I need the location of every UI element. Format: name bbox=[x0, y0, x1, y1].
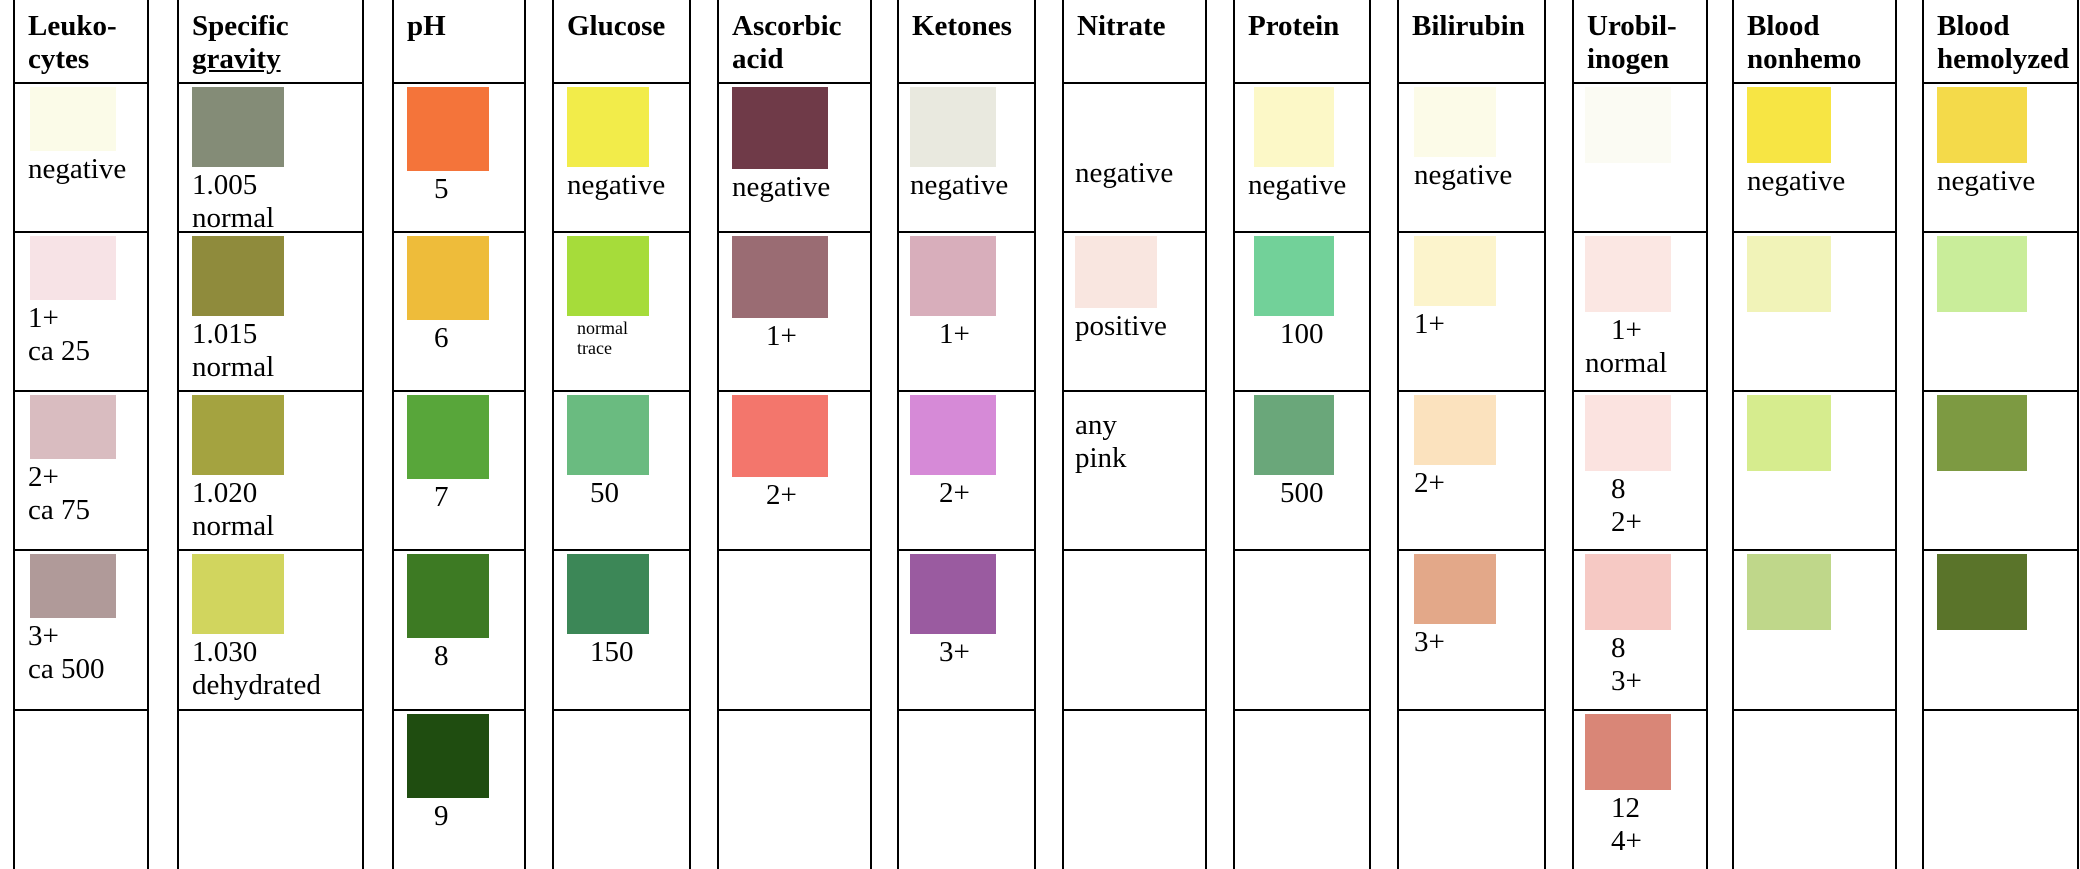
table-vertical-rule bbox=[1572, 0, 1574, 869]
column-header-glucose bbox=[567, 10, 665, 43]
column-header-line: nonhemo bbox=[1747, 43, 1862, 75]
cell-label bbox=[1280, 318, 1324, 351]
table-vertical-rule bbox=[1205, 0, 1207, 869]
cell-label bbox=[1075, 310, 1167, 343]
cell-label-line: 3+ bbox=[939, 636, 970, 668]
cell-label bbox=[1248, 169, 1346, 202]
table-vertical-rule bbox=[177, 0, 179, 869]
cell-label-line: 1+ bbox=[939, 318, 970, 350]
table-horizontal-rule bbox=[1733, 549, 1896, 551]
table-horizontal-rule bbox=[1234, 709, 1370, 711]
color-swatch bbox=[910, 87, 996, 167]
table-horizontal-rule bbox=[393, 549, 525, 551]
table-horizontal-rule bbox=[553, 390, 690, 392]
color-swatch bbox=[1585, 554, 1671, 630]
color-swatch bbox=[910, 236, 996, 316]
color-swatch bbox=[192, 395, 284, 475]
cell-label-line: trace bbox=[577, 338, 612, 358]
cell-label bbox=[1414, 308, 1445, 341]
table-horizontal-rule bbox=[14, 709, 148, 711]
cell-label bbox=[1414, 626, 1445, 659]
cell-label-line: negative bbox=[1248, 169, 1347, 201]
column-header-urobilinogen bbox=[1587, 10, 1677, 76]
table-horizontal-rule bbox=[1234, 549, 1370, 551]
column-header-blood-nonhemo bbox=[1747, 10, 1861, 76]
column-header-specific-gravity bbox=[192, 10, 289, 76]
cell-label-line: normal bbox=[577, 318, 628, 338]
cell-label-line: 3+ bbox=[28, 620, 59, 652]
table-horizontal-rule bbox=[898, 82, 1035, 84]
table-horizontal-rule bbox=[1234, 390, 1370, 392]
color-swatch bbox=[192, 554, 284, 634]
table-horizontal-rule bbox=[393, 390, 525, 392]
table-horizontal-rule bbox=[1923, 231, 2078, 233]
cell-label bbox=[434, 322, 449, 355]
table-horizontal-rule bbox=[553, 82, 690, 84]
cell-label-line: 2+ bbox=[28, 461, 59, 493]
cell-label bbox=[939, 636, 970, 669]
cell-label-line: 3+ bbox=[1414, 626, 1445, 658]
color-swatch bbox=[1585, 236, 1671, 312]
table-horizontal-rule bbox=[393, 231, 525, 233]
color-swatch bbox=[1937, 554, 2027, 630]
table-vertical-rule bbox=[392, 0, 394, 869]
table-horizontal-rule bbox=[898, 709, 1035, 711]
cell-label-line: pink bbox=[1075, 442, 1127, 474]
table-horizontal-rule bbox=[1398, 549, 1545, 551]
color-swatch bbox=[1937, 236, 2027, 312]
cell-label-line: 2+ bbox=[1611, 506, 1642, 538]
cell-label-line: 2+ bbox=[766, 479, 797, 511]
column-header-line: Glucose bbox=[567, 10, 666, 42]
column-header-line: Blood bbox=[1937, 10, 2010, 42]
column-header-bilirubin bbox=[1412, 10, 1525, 43]
table-vertical-rule bbox=[524, 0, 526, 869]
cell-label bbox=[1747, 165, 1845, 198]
cell-label bbox=[28, 302, 90, 368]
cell-label bbox=[192, 636, 321, 702]
table-vertical-rule bbox=[552, 0, 554, 869]
table-horizontal-rule bbox=[1733, 82, 1896, 84]
table-vertical-rule bbox=[1922, 0, 1924, 869]
cell-label-line: negative bbox=[1937, 165, 2036, 197]
table-horizontal-rule bbox=[718, 709, 871, 711]
cell-label-line: dehydrated bbox=[192, 669, 321, 701]
color-swatch bbox=[1937, 395, 2027, 471]
cell-label-line: 1.015 bbox=[192, 318, 258, 350]
cell-label-line: ca 500 bbox=[28, 653, 105, 685]
cell-label-line: 1.020 bbox=[192, 477, 258, 509]
table-horizontal-rule bbox=[1063, 709, 1206, 711]
cell-label bbox=[1611, 632, 1642, 698]
cell-label-line: negative bbox=[1414, 159, 1513, 191]
column-header-line: Ketones bbox=[912, 10, 1012, 42]
column-header-ketones bbox=[912, 10, 1012, 43]
table-horizontal-rule bbox=[1923, 82, 2078, 84]
cell-label bbox=[434, 800, 449, 833]
cell-label-line: normal bbox=[192, 351, 275, 383]
column-header-blood-hemolyzed bbox=[1937, 10, 2069, 76]
cell-label-line: 7 bbox=[434, 481, 449, 513]
color-swatch bbox=[567, 395, 649, 475]
table-vertical-rule bbox=[13, 0, 15, 869]
color-swatch bbox=[732, 395, 828, 477]
table-horizontal-rule bbox=[1398, 390, 1545, 392]
cell-label bbox=[939, 318, 970, 351]
cell-label bbox=[1585, 314, 1667, 380]
table-vertical-rule bbox=[1544, 0, 1546, 869]
table-horizontal-rule bbox=[178, 390, 363, 392]
table-horizontal-rule bbox=[718, 390, 871, 392]
table-horizontal-rule bbox=[14, 390, 148, 392]
color-swatch bbox=[192, 87, 284, 167]
table-horizontal-rule bbox=[1063, 390, 1206, 392]
table-horizontal-rule bbox=[1923, 390, 2078, 392]
cell-label-line: negative bbox=[1747, 165, 1846, 197]
cell-label-line: normal bbox=[192, 510, 275, 542]
color-swatch bbox=[1414, 554, 1496, 624]
color-swatch bbox=[1937, 87, 2027, 163]
table-vertical-rule bbox=[2077, 0, 2079, 869]
cell-label-line: 8 bbox=[434, 640, 449, 672]
color-swatch bbox=[1414, 236, 1496, 306]
cell-label bbox=[1075, 409, 1127, 475]
color-swatch bbox=[407, 236, 489, 320]
cell-label-line: 100 bbox=[1280, 318, 1324, 350]
column-header-line: pH bbox=[407, 10, 446, 42]
column-header-line: Protein bbox=[1248, 10, 1340, 42]
cell-label bbox=[1414, 159, 1512, 192]
table-vertical-rule bbox=[1732, 0, 1734, 869]
color-swatch bbox=[1747, 554, 1831, 630]
cell-label bbox=[1611, 792, 1642, 858]
column-header-line: Specific bbox=[192, 10, 289, 42]
column-header-line: Bilirubin bbox=[1412, 10, 1525, 42]
cell-label-line: ca 75 bbox=[28, 494, 90, 526]
table-vertical-rule bbox=[870, 0, 872, 869]
cell-label-line: 2+ bbox=[1414, 467, 1445, 499]
color-swatch bbox=[567, 87, 649, 167]
table-horizontal-rule bbox=[1733, 390, 1896, 392]
cell-label bbox=[1937, 165, 2035, 198]
table-horizontal-rule bbox=[553, 231, 690, 233]
table-horizontal-rule bbox=[898, 390, 1035, 392]
color-swatch bbox=[30, 87, 116, 151]
color-swatch bbox=[1254, 395, 1334, 475]
table-horizontal-rule bbox=[1063, 82, 1206, 84]
cell-label-line: 1+ bbox=[1611, 314, 1642, 346]
color-swatch bbox=[1254, 236, 1334, 316]
table-horizontal-rule bbox=[393, 82, 525, 84]
cell-label bbox=[28, 461, 90, 527]
cell-label bbox=[434, 173, 449, 206]
table-vertical-rule bbox=[689, 0, 691, 869]
color-swatch bbox=[407, 87, 489, 171]
color-swatch bbox=[1585, 87, 1671, 163]
table-horizontal-rule bbox=[14, 549, 148, 551]
cell-label bbox=[1075, 157, 1173, 190]
column-header-nitrate bbox=[1077, 10, 1166, 43]
table-horizontal-rule bbox=[718, 82, 871, 84]
cell-label-line: 500 bbox=[1280, 477, 1324, 509]
table-horizontal-rule bbox=[898, 549, 1035, 551]
table-horizontal-rule bbox=[1733, 231, 1896, 233]
cell-label-line: normal bbox=[192, 202, 275, 234]
color-swatch bbox=[407, 554, 489, 638]
color-swatch bbox=[732, 87, 828, 169]
column-header-leukocytes bbox=[28, 10, 117, 76]
cell-label bbox=[910, 169, 1008, 202]
table-vertical-rule bbox=[1397, 0, 1399, 869]
table-horizontal-rule bbox=[1923, 549, 2078, 551]
cell-label-line: 5 bbox=[434, 173, 449, 205]
color-swatch bbox=[30, 554, 116, 618]
color-swatch bbox=[1414, 395, 1496, 465]
table-vertical-rule bbox=[897, 0, 899, 869]
column-header-protein bbox=[1248, 10, 1339, 43]
table-horizontal-rule bbox=[718, 549, 871, 551]
cell-label-line: 50 bbox=[590, 477, 619, 509]
cell-label-line: negative bbox=[28, 153, 127, 185]
column-header-line: gravity bbox=[192, 43, 281, 75]
cell-label bbox=[192, 477, 274, 543]
cell-label bbox=[1280, 477, 1324, 510]
table-horizontal-rule bbox=[1573, 390, 1707, 392]
cell-label-line: 1.005 bbox=[192, 169, 258, 201]
cell-label bbox=[192, 169, 274, 235]
color-swatch bbox=[1585, 395, 1671, 471]
cell-label bbox=[577, 318, 628, 358]
cell-label bbox=[732, 171, 830, 204]
column-header-line: inogen bbox=[1587, 43, 1670, 75]
cell-label-line: 12 bbox=[1611, 792, 1640, 824]
column-header-ascorbic-acid bbox=[732, 10, 842, 76]
table-horizontal-rule bbox=[1063, 549, 1206, 551]
color-swatch bbox=[1747, 236, 1831, 312]
cell-label-line: 8 bbox=[1611, 632, 1626, 664]
color-swatch bbox=[732, 236, 828, 318]
cell-label-line: 8 bbox=[1611, 473, 1626, 505]
color-swatch bbox=[1075, 236, 1157, 308]
cell-label-line: 6 bbox=[434, 322, 449, 354]
cell-label bbox=[1414, 467, 1445, 500]
table-vertical-rule bbox=[147, 0, 149, 869]
cell-label bbox=[590, 477, 619, 510]
column-header-line: Nitrate bbox=[1077, 10, 1166, 42]
table-horizontal-rule bbox=[14, 231, 148, 233]
table-horizontal-rule bbox=[1573, 709, 1707, 711]
cell-label bbox=[434, 640, 449, 673]
cell-label bbox=[192, 318, 274, 384]
color-swatch bbox=[407, 395, 489, 479]
table-vertical-rule bbox=[362, 0, 364, 869]
table-horizontal-rule bbox=[718, 231, 871, 233]
table-horizontal-rule bbox=[553, 549, 690, 551]
table-horizontal-rule bbox=[1234, 231, 1370, 233]
color-swatch bbox=[567, 236, 649, 316]
cell-label bbox=[28, 153, 126, 186]
column-header-ph bbox=[407, 10, 446, 43]
column-header-line: cytes bbox=[28, 43, 90, 75]
table-horizontal-rule bbox=[1234, 82, 1370, 84]
cell-label-line: ca 25 bbox=[28, 335, 90, 367]
table-horizontal-rule bbox=[1063, 231, 1206, 233]
color-swatch bbox=[30, 236, 116, 300]
column-header-line: hemolyzed bbox=[1937, 43, 2070, 75]
column-header-line: acid bbox=[732, 43, 784, 75]
table-vertical-rule bbox=[1706, 0, 1708, 869]
table-horizontal-rule bbox=[178, 709, 363, 711]
table-horizontal-rule bbox=[1573, 549, 1707, 551]
table-horizontal-rule bbox=[898, 231, 1035, 233]
table-vertical-rule bbox=[717, 0, 719, 869]
table-vertical-rule bbox=[1062, 0, 1064, 869]
table-horizontal-rule bbox=[1398, 231, 1545, 233]
column-header-line: Ascorbic bbox=[732, 10, 842, 42]
table-horizontal-rule bbox=[1923, 709, 2078, 711]
cell-label-line: 150 bbox=[590, 636, 634, 668]
table-horizontal-rule bbox=[393, 709, 525, 711]
table-horizontal-rule bbox=[1573, 231, 1707, 233]
cell-label-line: 1+ bbox=[1414, 308, 1445, 340]
color-swatch bbox=[1414, 87, 1496, 157]
color-swatch bbox=[1747, 395, 1831, 471]
table-horizontal-rule bbox=[1398, 82, 1545, 84]
cell-label-line: 1+ bbox=[28, 302, 59, 334]
cell-label bbox=[1611, 473, 1642, 539]
color-swatch bbox=[910, 554, 996, 634]
cell-label-line: 9 bbox=[434, 800, 449, 832]
table-vertical-rule bbox=[1895, 0, 1897, 869]
cell-label-line: any bbox=[1075, 409, 1117, 441]
cell-label-line: 3+ bbox=[1611, 665, 1642, 697]
cell-label bbox=[590, 636, 634, 669]
table-horizontal-rule bbox=[178, 549, 363, 551]
color-swatch bbox=[1585, 714, 1671, 790]
color-swatch bbox=[407, 714, 489, 798]
cell-label bbox=[766, 320, 797, 353]
cell-label-line: negative bbox=[567, 169, 666, 201]
cell-label-line: negative bbox=[1075, 157, 1174, 189]
color-swatch bbox=[567, 554, 649, 634]
color-swatch bbox=[192, 236, 284, 316]
table-vertical-rule bbox=[1034, 0, 1036, 869]
cell-label bbox=[766, 479, 797, 512]
table-horizontal-rule bbox=[553, 709, 690, 711]
cell-label-line: normal bbox=[1585, 347, 1668, 379]
cell-label-line: 2+ bbox=[939, 477, 970, 509]
table-horizontal-rule bbox=[1398, 709, 1545, 711]
color-swatch bbox=[30, 395, 116, 459]
cell-label bbox=[28, 620, 105, 686]
cell-label-line: 4+ bbox=[1611, 825, 1642, 857]
table-vertical-rule bbox=[1369, 0, 1371, 869]
cell-label bbox=[939, 477, 970, 510]
column-header-line: Urobil- bbox=[1587, 10, 1677, 42]
cell-label-line: negative bbox=[910, 169, 1009, 201]
table-vertical-rule bbox=[1233, 0, 1235, 869]
table-horizontal-rule bbox=[1573, 82, 1707, 84]
cell-label bbox=[434, 481, 449, 514]
color-swatch bbox=[1747, 87, 1831, 163]
table-horizontal-rule bbox=[14, 82, 148, 84]
color-swatch bbox=[1254, 87, 1334, 167]
table-horizontal-rule bbox=[178, 82, 363, 84]
cell-label bbox=[567, 169, 665, 202]
cell-label-line: 1+ bbox=[766, 320, 797, 352]
cell-label-line: positive bbox=[1075, 310, 1167, 342]
cell-label-line: 1.030 bbox=[192, 636, 258, 668]
table-horizontal-rule bbox=[1733, 709, 1896, 711]
column-header-line: Blood bbox=[1747, 10, 1820, 42]
column-header-line: Leuko- bbox=[28, 10, 117, 42]
cell-label-line: negative bbox=[732, 171, 831, 203]
color-swatch bbox=[910, 395, 996, 475]
